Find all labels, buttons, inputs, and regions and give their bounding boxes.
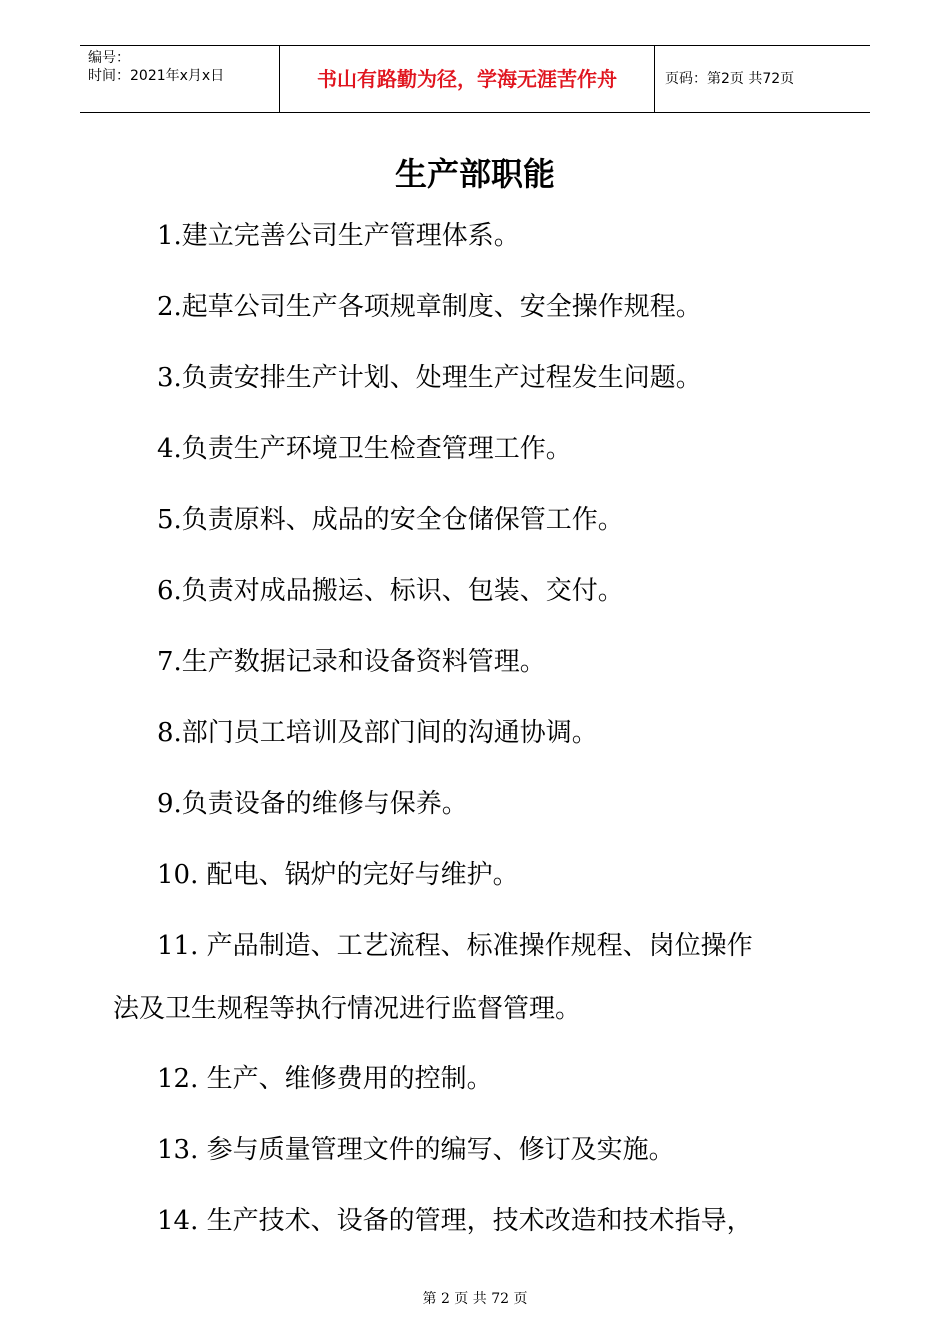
page-title: 生产部职能	[394, 155, 555, 193]
duty-item-7: 7.生产数据记录和设备资料管理。	[157, 647, 546, 677]
duty-item-13: 13. 参与质量管理文件的编写、修订及实施。	[157, 1135, 675, 1165]
duty-item-12: 12. 生产、维修费用的控制。	[157, 1064, 493, 1094]
page-header	[80, 45, 870, 113]
duty-item-9: 9.负责设备的维修与保养。	[157, 789, 468, 819]
duty-item-6: 6.负责对成品搬运、标识、包装、交付。	[157, 576, 624, 606]
header-motto: 书山有路勤为径，学海无涯苦作舟	[280, 46, 655, 112]
duty-item-11-continued: 法及卫生规程等执行情况进行监督管理。	[113, 994, 582, 1024]
document-number-label: 编号：	[88, 50, 130, 66]
duty-item-14: 14. 生产技术、设备的管理，技术改造和技术指导，	[157, 1206, 753, 1236]
page-footer: 第 2 页 共 72 页	[422, 1291, 528, 1307]
duty-item-10: 10. 配电、锅炉的完好与维护。	[157, 860, 519, 890]
document-time-label: 时间：2021年x月x日	[88, 68, 225, 84]
header-page-info: 页码：第2页 共72页	[665, 71, 795, 87]
duty-item-8: 8.部门员工培训及部门间的沟通协调。	[157, 718, 598, 748]
header-meta	[80, 46, 280, 112]
duty-item-3: 3.负责安排生产计划、处理生产过程发生问题。	[157, 363, 702, 393]
duty-item-5: 5.负责原料、成品的安全仓储保管工作。	[157, 505, 624, 535]
duty-item-11: 11. 产品制造、工艺流程、标准操作规程、岗位操作	[157, 931, 753, 961]
duty-item-1: 1.建立完善公司生产管理体系。	[157, 221, 520, 251]
duty-item-4: 4.负责生产环境卫生检查管理工作。	[157, 434, 572, 464]
duty-item-2: 2.起草公司生产各项规章制度、安全操作规程。	[157, 292, 702, 322]
